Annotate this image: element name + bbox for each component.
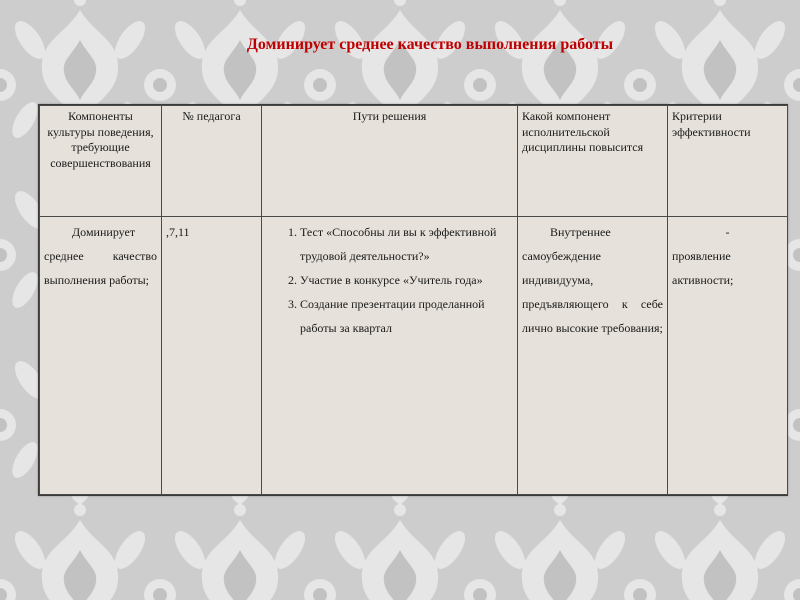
cell-discipline-component <box>518 217 668 495</box>
criteria-text: проявление активности; <box>672 249 734 287</box>
cell-component <box>40 217 162 495</box>
list-item: 1. Тест «Способны ли вы к эффективной трудовой деятельности?» <box>300 220 513 268</box>
table-row <box>40 217 788 495</box>
header-components: Компоненты культуры поведения, требующие совершенствования <box>40 106 162 217</box>
cell-criteria <box>668 217 788 495</box>
list-item: 3. Создание презентации проделанной работы за квартал <box>300 292 513 340</box>
list-item: 2. Участие в конкурсе «Учитель года» <box>300 268 513 292</box>
table-header-row <box>40 106 788 217</box>
slide-title: Доминирует среднее качество выполнения работы <box>246 36 614 53</box>
header-teacher-number: № педагога <box>162 106 262 217</box>
header-criteria: Критерии эффективности <box>668 106 788 217</box>
cell-solutions <box>262 217 518 495</box>
component-text: Доминирует среднее качество выполнения работы; <box>44 225 157 287</box>
cell-teacher-number: ,7,11 <box>162 217 262 495</box>
criteria-dash: - <box>725 225 730 239</box>
header-discipline-component: Какой компонент исполнительской дисциплины повысится <box>518 106 668 217</box>
discipline-text: Внутреннее самоубеждение индивидуума, предъявляющего к себе лично высокие требования; <box>522 225 663 335</box>
header-solutions: Пути решения <box>262 106 518 217</box>
solutions-list <box>266 220 513 340</box>
plan-table-container <box>38 104 788 496</box>
plan-table <box>39 105 788 495</box>
